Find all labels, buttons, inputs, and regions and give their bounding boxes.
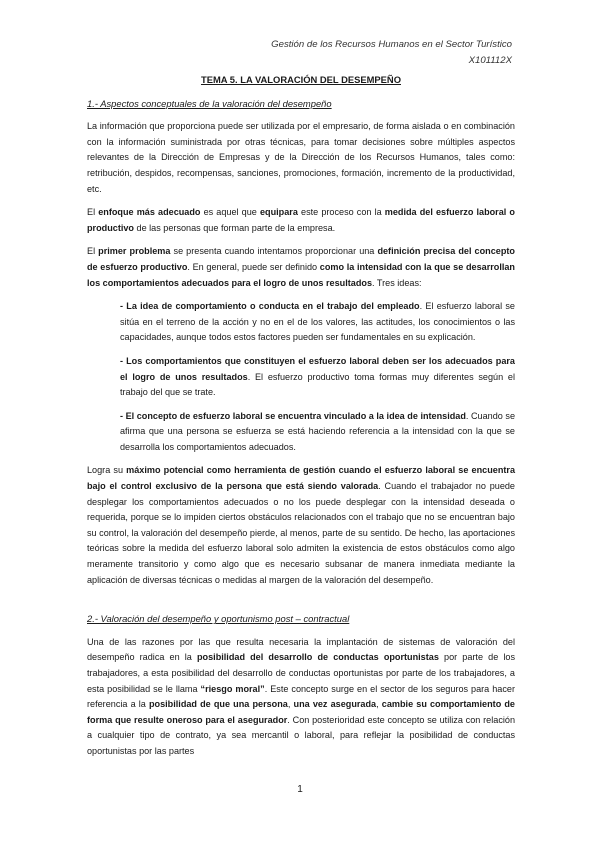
text-run: El (87, 246, 99, 257)
text-run: Una de las razones por las que resulta necesaria la implantación de sistemas de valoración del desempeño radica en la (87, 636, 515, 663)
section-1-paragraph-1: La información que proporciona puede ser utilizada por el empresario, de forma aislada o en combinación con la información suministrada por otras técnicas, para tomar decisiones sobre múltiples aspectos relevantes de la Dirección de Empresas y de la Dirección de los Recursos Humanos, tales como: retribución, despidos, recompensas, sanciones, promociones, formación, incremento de la productividad, etc. (87, 121, 515, 194)
header-course-title: Gestión de los Recursos Humanos en el Sector Turístico (271, 39, 512, 50)
bold-run: una vez asegurada (293, 699, 377, 710)
text-run: es aquel que (200, 207, 260, 218)
text-run: por parte de los trabajadores, a esta posibilidad del desarrollo de conductas oportunistas por parte de los trabajadores, a esta posibilidad se le llama (87, 652, 516, 694)
text-run: se presenta cuando intentamos proporcionar una (170, 246, 378, 257)
text-run: . Cuando se afirma que una persona se esfuerza se está haciendo referencia a la intensidad con la que se desarrolla los comportamientos adecuados. (120, 410, 516, 452)
header-course-code: X101112X (468, 55, 512, 66)
bold-run: posibilidad del desarrollo de conductas oportunistas (197, 652, 439, 663)
bold-run: - La idea de comportamiento o conducta en el trabajo del empleado (120, 301, 420, 312)
text-run: . El esfuerzo productivo toma formas muy diferentes según el trabajo del que se trate. (120, 371, 515, 398)
text-run: . En general, puede ser definido (187, 261, 320, 272)
document-title: TEMA 5. LA VALORACIÓN DEL DESEMPEÑO (200, 74, 401, 85)
section-1-paragraph-2 (87, 205, 515, 236)
text-run: . Cuando el trabajador no puede desplegar los comportamientos adecuados o no los puede desplegar con la intensidad deseada o requerida, porque se lo impiden ciertos obstáculos relacionados con el trabajo que no se encuentran bajo su control, la valoración del desempeño pierde, al menos, parte de su sentido. De hecho, las aportaciones teóricas sobre la medida del esfuerzo laboral solo admiten la existencia de estos obstáculos como algo meramente transitorio y como algo que es necesario subsanar de manera inmediata mediante la aplicación de diversas técnicas o medidas al margen de la valoración del desempeño. (87, 481, 515, 585)
bold-run: - El concepto de esfuerzo laboral se encuentra vinculado a la idea de intensidad (120, 410, 466, 421)
bold-run: posibilidad de que una persona (148, 699, 288, 710)
document-body (87, 72, 515, 768)
section-2-heading: 2.- Valoración del desempeño y oportunismo post – contractual (87, 613, 350, 625)
bold-run: - Los comportamientos que constituyen el esfuerzo laboral deben ser los adecuados para el logro de unos resultados (120, 355, 515, 382)
section-2-paragraph-1 (87, 635, 515, 760)
list-item (120, 409, 515, 456)
page-header (271, 37, 512, 69)
bold-run: cambie su comportamiento de forma que resulte oneroso para el asegurador (87, 699, 515, 725)
section-1-paragraph-4 (87, 463, 515, 588)
text-run: Logra su (87, 465, 127, 476)
text-run: . El esfuerzo laboral se sitúa en el terreno de la acción y no en el de los valores, las actitudes, los conocimientos o las capacidades, aunque todos estos factores pueden ser fundamentales en su explicación. (120, 301, 515, 343)
text-run: . Tres ideas: (372, 277, 422, 288)
section-1-paragraph-3 (87, 244, 515, 291)
text-run: de las personas que forman parte de la empresa. (133, 222, 336, 233)
bold-run: enfoque más adecuado (98, 207, 201, 218)
text-run: , (287, 699, 294, 710)
bold-run: como la intensidad con la que se desarrollan los comportamientos adecuados para el logro de unos resultados (87, 261, 515, 288)
text-run: , (376, 699, 382, 710)
ideas-list (120, 299, 515, 455)
text-run: . Con posterioridad este concepto se utiliza con relación a cualquier tipo de contrato, ya sea mercantil o laboral, para reflejar la posibilidad de conductas oportunistas por las partes (87, 714, 515, 756)
section-1-heading: 1.- Aspectos conceptuales de la valoración del desempeño (87, 97, 332, 109)
bold-run: equipara (259, 207, 298, 218)
bold-run: definición precisa del concepto de esfuerzo productivo (87, 246, 515, 272)
list-item (120, 299, 515, 346)
text-run: . Este concepto surge en el sector de los seguros para hacer referencia a la (87, 683, 515, 710)
bold-run: primer problema (98, 246, 171, 257)
bold-run: “riesgo moral” (200, 683, 265, 694)
text-run: este proceso con la (297, 207, 385, 218)
bold-run: máximo potencial como herramienta de gestión cuando el esfuerzo laboral se encuentra bajo el control exclusivo de la persona que está siendo valorada (87, 465, 515, 492)
page-number: 1 (297, 784, 303, 795)
bold-run: medida del esfuerzo laboral o productivo (87, 207, 515, 233)
list-item (120, 354, 515, 401)
section-spacer (87, 596, 515, 611)
text-run: El (87, 207, 99, 218)
